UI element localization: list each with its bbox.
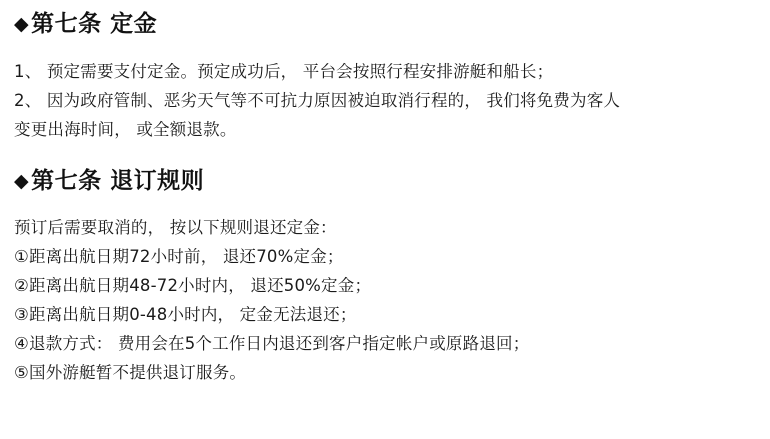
cancellation-rule-4: ④退款方式： 费用会在5个工作日内退还到客户指定帐户或原路退回； — [14, 333, 530, 353]
section-deposit-body — [14, 58, 756, 145]
cancellation-rule-5: ⑤国外游艇暂不提供退订服务。 — [14, 362, 247, 382]
section-cancellation-title: 第七条 退订规则 — [31, 167, 205, 194]
cancellation-intro: 预订后需要取消的， 按以下规则退还定金： — [14, 218, 337, 238]
deposit-item-2-cont: 变更出海时间， 或全额退款。 — [14, 119, 237, 139]
spacer — [14, 196, 756, 214]
deposit-item-2: 2、 因为政府管制、恶劣天气等不可抗力原因被迫取消行程的， 我们将免费为客人 — [14, 90, 621, 110]
section-cancellation — [14, 167, 756, 388]
section-cancellation-body — [14, 214, 756, 387]
cancellation-rule-2: ②距离出航日期48-72小时内， 退还50%定金； — [14, 276, 372, 296]
diamond-icon: ◆ — [14, 169, 30, 192]
cancellation-rule-1: ①距离出航日期72小时前， 退还70%定金； — [14, 247, 344, 267]
spacer — [14, 145, 756, 167]
section-deposit-title: 第七条 定金 — [31, 11, 158, 37]
deposit-item-1: 1、 预定需要支付定金。预定成功后， 平台会按照行程安排游艇和船长； — [14, 61, 554, 81]
cancellation-rule-3: ③距离出航日期0-48小时内， 定金无法退还； — [14, 305, 357, 325]
spacer — [14, 40, 756, 58]
section-deposit-heading — [14, 10, 756, 40]
section-deposit — [14, 10, 756, 145]
section-cancellation-heading — [14, 167, 756, 197]
diamond-icon: ◆ — [14, 13, 30, 35]
